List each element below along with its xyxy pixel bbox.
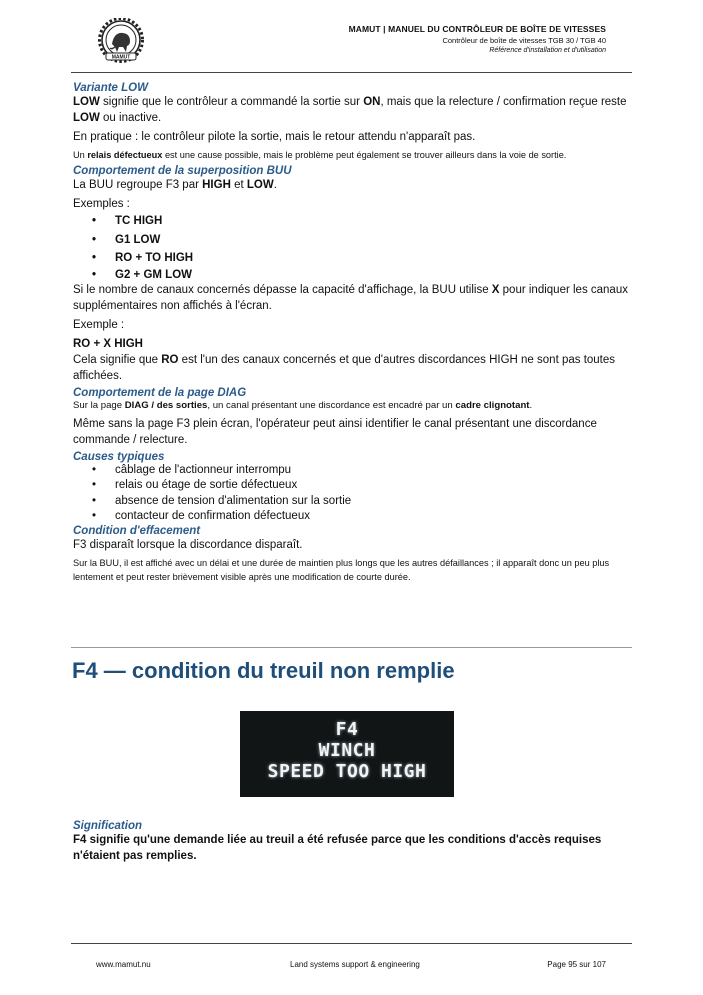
example-value: RO + X HIGH	[73, 337, 143, 350]
footer-divider	[71, 943, 632, 944]
clear-paragraph: F3 disparaît lorsque la discordance disparaît.	[73, 538, 303, 551]
header-reference: Référence d'installation et d'utilisation	[489, 47, 606, 54]
header-title: MAMUT | MANUEL DU CONTRÔLEUR DE BOÎTE DE VITESSES	[348, 24, 606, 34]
list-item: • TC HIGH	[73, 212, 633, 231]
clear-heading: Condition d'effacement	[73, 524, 201, 537]
clear-note: Sur la BUU, il est affiché avec un délai et une durée de maintien plus longs que les autres défaillances ; il apparaît donc un peu plus lentement et peut rester brièvement visible après une modification de courte durée.	[73, 557, 610, 582]
list-item: • RO + TO HIGH	[73, 249, 633, 268]
variant-low-note: Un relais défectueux est une cause possible, mais le problème peut également se trouver ailleurs dans la voie de sortie.	[73, 150, 567, 160]
list-item: • G2 + GM LOW	[73, 268, 633, 282]
variant-low-heading: Variante LOW	[73, 82, 148, 94]
list-item: • relais ou étage de sortie défectueux	[73, 478, 633, 494]
causes-list	[73, 463, 633, 525]
fault-display-image	[240, 711, 454, 797]
variant-low-paragraph: LOW signifie que le contrôleur a commandé la sortie sur ON, mais que la relecture / confirmation reçue reste LOW ou inactive.	[73, 96, 627, 124]
list-item: • contacteur de confirmation défectueux	[73, 509, 633, 525]
header-subtitle: Contrôleur de boîte de vitesses TGB 30 / TGB 40	[442, 36, 606, 45]
main-content	[73, 82, 633, 584]
causes-heading: Causes typiques	[73, 450, 165, 463]
examples-list	[73, 212, 633, 282]
display-line: F4	[335, 719, 359, 740]
buu-heading: Comportement de la superposition BUU	[73, 165, 292, 177]
f4-signification	[73, 820, 633, 864]
display-line: WINCH	[318, 740, 376, 761]
list-item: • absence de tension d'alimentation sur la sortie	[73, 494, 633, 510]
company-logo	[94, 18, 148, 64]
list-item: • G1 LOW	[73, 231, 633, 250]
svg-text:MAMUT: MAMUT	[111, 54, 131, 61]
variant-low-practice: En pratique : le contrôleur pilote la sortie, mais le retour attendu n'apparaît pas.	[73, 131, 476, 143]
footer-page-number: Page 95 sur 107	[547, 960, 606, 969]
header-divider	[71, 72, 632, 73]
footer-website: www.mamut.nu	[96, 960, 151, 969]
buu-grouping: La BUU regroupe F3 par HIGH et LOW.	[73, 179, 277, 191]
footer-tagline: Land systems support & engineering	[290, 960, 420, 969]
page-header	[349, 24, 606, 54]
display-line: SPEED TOO HIGH	[267, 761, 427, 782]
diag-fullscreen-paragraph: Même sans la page F3 plein écran, l'opérateur peut ainsi identifier le canal présentant une discordance commande / relecture.	[73, 417, 597, 446]
list-item: • câblage de l'actionneur interrompu	[73, 463, 633, 479]
diag-heading: Comportement de la page DIAG	[73, 386, 247, 399]
f4-section-title: F4 — condition du treuil non remplie	[72, 658, 455, 683]
example-label: Exemple :	[73, 318, 125, 331]
signification-text: F4 signifie qu'une demande liée au treuil a été refusée parce que les conditions d'accès requises n'étaient pas remplies.	[73, 834, 602, 862]
buu-example-explanation: Cela signifie que RO est l'un des canaux concernés et que d'autres discordances HIGH ne sont pas toutes affichées.	[73, 353, 616, 382]
diag-paragraph: Sur la page DIAG / des sorties, un canal présentant une discordance est encadré par un cadre clignotant.	[73, 399, 533, 411]
examples-label: Exemples :	[73, 198, 130, 210]
section-divider	[71, 647, 632, 648]
buu-overflow-paragraph: Si le nombre de canaux concernés dépasse la capacité d'affichage, la BUU utilise X pour indiquer les canaux supplémentaires non affichés à l'écran.	[73, 283, 628, 312]
signification-heading: Signification	[73, 820, 142, 832]
